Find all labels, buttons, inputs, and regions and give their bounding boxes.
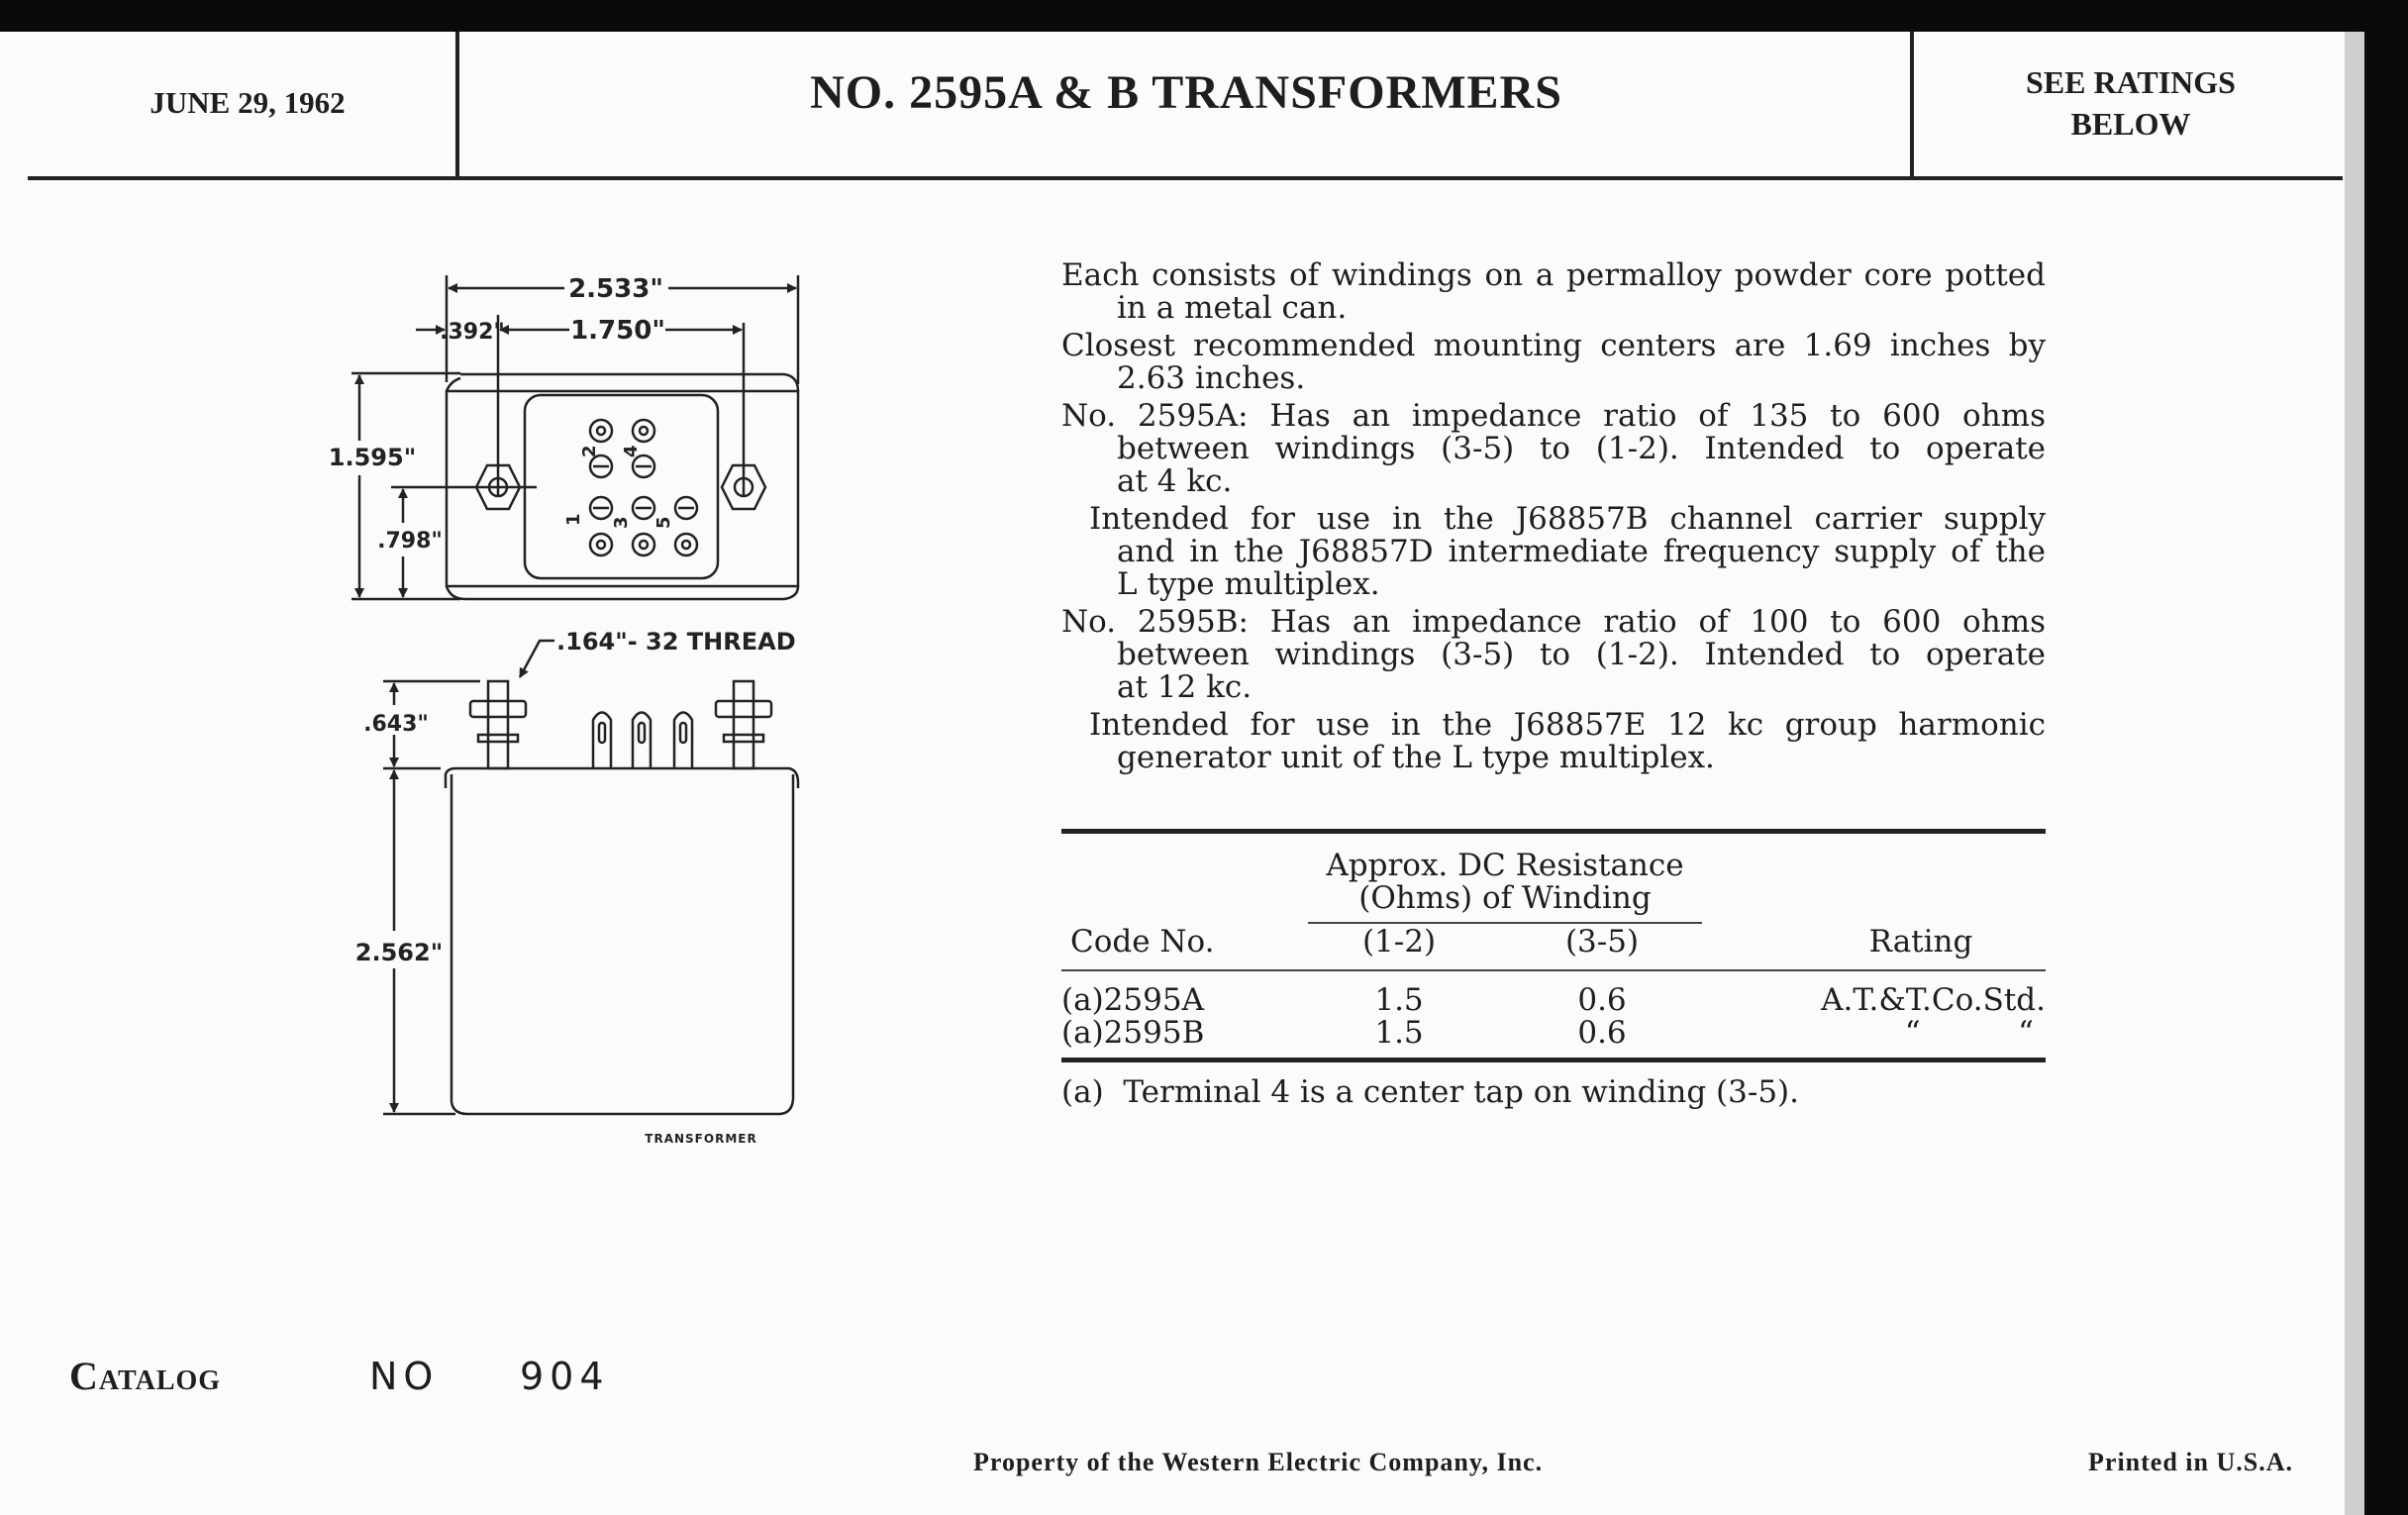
paragraph <box>1061 259 2046 325</box>
thread-callout: .164"- 32 THREAD <box>556 628 796 656</box>
side-view <box>383 641 798 1114</box>
table-bottom-rule <box>1061 1058 2046 1062</box>
cell-code: (a)2595A <box>1061 982 1204 1018</box>
table-header-rule <box>1061 969 2046 971</box>
top-view-labels <box>329 274 674 554</box>
footer-printed: Printed in U.S.A. <box>2088 1448 2293 1476</box>
table-footnote: (a) Terminal 4 is a center tap on winding (3-5). <box>1061 1074 1799 1110</box>
text-line: No. 2595A: Has an impedance ratio of 135 to 600 ohms <box>1061 398 2046 434</box>
paragraph <box>1061 709 2046 774</box>
text-line: in a metal can. <box>1117 290 1348 326</box>
dim-stud-height: .643" <box>363 712 429 737</box>
dim-overall-width: 2.533" <box>568 274 663 304</box>
terminal-label: 2 <box>579 445 600 457</box>
text-line: No. 2595B: Has an impedance ratio of 100 to 600 ohms <box>1061 604 2046 640</box>
paragraph <box>1061 606 2046 704</box>
cell-code: (a)2595B <box>1061 1015 1205 1051</box>
dim-center-spacing: 1.750" <box>570 316 665 346</box>
dim-offset: .392" <box>440 320 505 345</box>
paragraph <box>1061 400 2046 498</box>
footer-property: Property of the Western Electric Company, Inc. <box>973 1448 1544 1476</box>
text-line: L type multiplex. <box>1117 566 1380 602</box>
column-header: Rating <box>1868 924 1973 960</box>
drawing-caption: TRANSFORMER <box>645 1132 757 1146</box>
table-row <box>1061 1017 2046 1050</box>
side-view-labels <box>355 628 796 1146</box>
text-line: 2.63 inches. <box>1117 360 1306 396</box>
table-row <box>1061 984 2046 1017</box>
cell-r35: 0.6 <box>1577 982 1627 1018</box>
cell-r35: 0.6 <box>1577 1015 1627 1051</box>
table-group-header <box>1287 850 1723 915</box>
terminal-label: 3 <box>611 516 632 529</box>
text-line: Intended for use in the J68857E 12 kc group harmonic <box>1089 707 2046 743</box>
text-line: between windings (3-5) to (1-2). Intended to operate <box>1117 431 2046 466</box>
column-header: (3-5) <box>1564 924 1640 960</box>
cell-rating: A.T.&T.Co.Std. <box>1821 982 2046 1018</box>
cell-r12: 1.5 <box>1374 1015 1424 1051</box>
text-line: Each consists of windings on a permalloy powder core potted <box>1061 257 2046 293</box>
paragraph <box>1061 503 2046 601</box>
text-line: Closest recommended mounting centers are 1.69 inches by <box>1061 328 2046 363</box>
page-title: NO. 2595A & B TRANSFORMERS <box>810 66 1562 119</box>
text-line: at 12 kc. <box>1117 669 1253 705</box>
column-header: Code No. <box>1070 924 1215 960</box>
ratings-line: BELOW <box>2070 106 2191 142</box>
text-line: between windings (3-5) to (1-2). Intended to operate <box>1117 637 2046 672</box>
group-header-line: (Ohms) of Winding <box>1358 880 1652 916</box>
ratings-line: SEE RATINGS <box>2026 64 2236 100</box>
column-header: (1-2) <box>1361 924 1437 960</box>
text-line: Intended for use in the J68857B channel carrier supply <box>1089 501 2046 537</box>
text-line: and in the J68857D intermediate frequency supply of the <box>1117 534 2046 569</box>
description <box>1061 259 2046 779</box>
issue-date: JUNE 29, 1962 <box>150 85 346 120</box>
terminal-label: 5 <box>653 516 674 529</box>
terminal-label: 1 <box>563 513 584 526</box>
group-header-line: Approx. DC Resistance <box>1326 848 1684 883</box>
catalog-label: Catalog <box>69 1354 222 1398</box>
terminal-label: 4 <box>621 445 642 457</box>
catalog-number: 904 <box>520 1355 610 1398</box>
cell-rating: “ “ <box>1904 1015 2034 1051</box>
paragraph <box>1061 330 2046 395</box>
text-line: generator unit of the L type multiplex. <box>1117 740 1715 775</box>
dim-height: 1.595" <box>328 444 417 471</box>
dim-half-height: .798" <box>377 529 443 554</box>
dim-can-height: 2.562" <box>354 939 444 966</box>
catalog-no-label: NO <box>369 1355 440 1398</box>
table-top-rule <box>1061 829 2046 834</box>
text-line: at 4 kc. <box>1117 463 1233 499</box>
cell-r12: 1.5 <box>1374 982 1424 1018</box>
